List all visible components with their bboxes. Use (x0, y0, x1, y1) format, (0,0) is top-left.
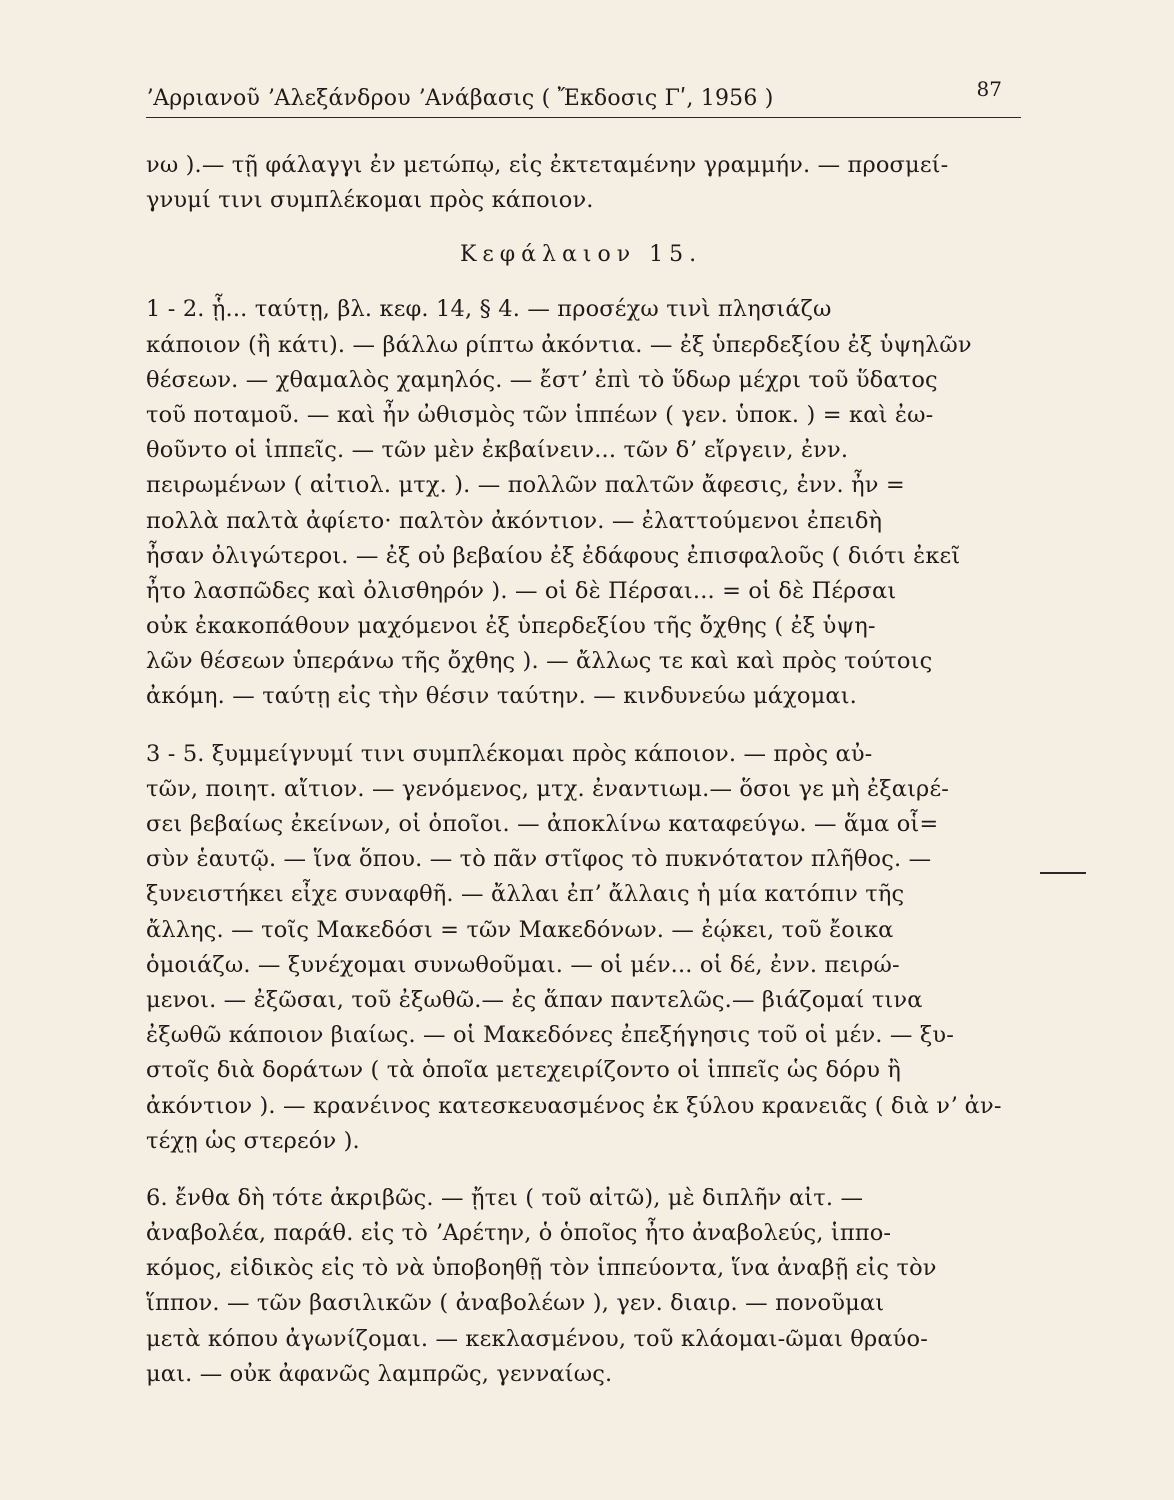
commentary-text (146, 148, 1016, 1392)
text-line: τέχῃ ὡς στερεόν ). (146, 1127, 360, 1154)
text-line: μετὰ κόπου ἀγωνίζομαι. — κεκλασμένου, τοῦ κλάομαι-ῶμαι θραύο- (146, 1325, 928, 1352)
text-line: ὁμοιάζω. — ξυνέχομαι συνωθοῦμαι. — οἱ μέν... οἱ δέ, ἐνν. πειρώ- (146, 951, 900, 978)
section-6 (146, 1181, 1016, 1392)
text-line: ἀναβολέα, παράθ. εἰς τὸ ʼΑρέτην, ὁ ὁποῖος ἦτο ἀναβολεύς, ἱππο- (146, 1220, 892, 1247)
text-line: στοῖς διὰ δοράτων ( τὰ ὁποῖα μετεχειρίζοντο οἱ ἱππεῖς ὡς δόρυ ἢ (146, 1057, 901, 1084)
text-line: μενοι. — ἐξῶσαι, τοῦ ἐξωθῶ.— ἐς ἅπαν παντελῶς.— βιάζομαί τινα (146, 986, 923, 1013)
text-line: 6. ἔνθα δὴ τότε ἀκριβῶς. — ᾔτει ( τοῦ αἰτῶ), μὲ διπλῆν αἰτ. — (146, 1184, 864, 1211)
header-title: ʼΑρριανοῦ ʼΑλεξάνδρου ʼΑνάβασις ( Ἔκδοσις Γʹ, 1956 ) (146, 86, 774, 111)
text-line: θέσεων. — χθαμαλὸς χαμηλός. — ἔστʼ ἐπὶ τὸ ὕδωρ μέχρι τοῦ ὕδατος (146, 366, 938, 393)
text-line: ἐξωθῶ κάποιον βιαίως. — οἱ Μακεδόνες ἐπεξήγησις τοῦ οἱ μέν. — ξυ- (146, 1022, 954, 1049)
section-3-5 (146, 737, 1016, 1159)
text-line: μαι. — οὐκ ἀφανῶς λαμπρῶς, γενναίως. (146, 1360, 613, 1387)
text-line: σει βεβαίως ἐκείνων, οἱ ὁποῖοι. — ἀποκλίνω καταφεύγω. — ἅμα οἷ= (146, 811, 939, 837)
text-line: 3 - 5. ξυμμείγνυμί τινι συμπλέκομαι πρὸς κάποιον. — πρὸς αὐ- (146, 740, 873, 767)
text-line: σὺν ἑαυτῷ. — ἵνα ὅπου. — τὸ πᾶν στῖφος τὸ πυκνότατον πλῆθος. — (146, 846, 932, 873)
text-line: θοῦντο οἱ ἱππεῖς. — τῶν μὲν ἐκβαίνειν... τῶν δʼ εἴργειν, ἐνν. (146, 437, 849, 464)
text-line: 1 - 2. ᾗ... ταύτῃ, βλ. κεφ. 14, § 4. — προσέχω τινὶ πλησιάζω (146, 296, 832, 323)
intro-paragraph (146, 148, 1016, 218)
text-line: νω ).— τῇ φάλαγγι ἐν μετώπῳ, εἰς ἐκτεταμένην γραμμήν. — προσμεί- (146, 152, 949, 178)
text-line: ἀκόμη. — ταύτῃ εἰς τὴν θέσιν ταύτην. — κινδυνεύω μάχομαι. (146, 683, 857, 710)
page-number: 87 (976, 77, 1002, 101)
text-line: τῶν, ποιητ. αἴτιον. — γενόμενος, μτχ. ἐναντιωμ.— ὅσοι γε μὴ ἐξαιρέ- (146, 775, 949, 802)
text-line: οὐκ ἐκακοπάθουν μαχόμενοι ἐξ ὑπερδεξίου τῆς ὄχθης ( ἐξ ὑψη- (146, 613, 876, 640)
text-line: πολλὰ παλτὰ ἀφίετο· παλτὸν ἀκόντιον. — ἐλαττούμενοι ἐπειδὴ (146, 507, 883, 534)
chapter-heading: Κεφάλαιον 15. (459, 242, 703, 268)
margin-dash-mark (1040, 872, 1086, 874)
text-line: κόμος, εἰδικὸς εἰς τὸ νὰ ὑποβοηθῇ τὸν ἱππεύοντα, ἵνα ἀναβῇ εἰς τὸν (146, 1255, 937, 1282)
text-line: λῶν θέσεων ὑπεράνω τῆς ὄχθης ). — ἄλλως τε καὶ καὶ πρὸς τούτοις (146, 648, 933, 675)
text-line: κάποιον (ἢ κάτι). — βάλλω ρίπτω ἀκόντια. — ἐξ ὑπερδεξίου ἐξ ὑψηλῶν (146, 331, 972, 358)
header-rule (146, 117, 1021, 118)
text-line: γνυμί τινι συμπλέκομαι πρὸς κάποιον. (146, 187, 594, 214)
text-line: ἦτο λασπῶδες καὶ ὀλισθηρόν ). — οἱ δὲ Πέρσαι... = οἱ δὲ Πέρσαι (146, 577, 897, 604)
text-line: ξυνειστήκει εἶχε συναφθῆ. — ἄλλαι ἐπʼ ἄλλαις ἡ μία κατόπιν τῆς (146, 881, 905, 908)
text-line: ἵππον. — τῶν βασιλικῶν ( ἀναβολέων ), γεν. διαιρ. — πονοῦμαι (146, 1290, 885, 1317)
text-line: ἦσαν ὀλιγώτεροι. — ἐξ οὐ βεβαίου ἐξ ἐδάφους ἐπισφαλοῦς ( διότι ἐκεῖ (146, 542, 961, 569)
text-line: πειρωμένων ( αἰτιολ. μτχ. ). — πολλῶν παλτῶν ἄφεσις, ἐνν. ἦν = (146, 472, 905, 499)
text-line: τοῦ ποταμοῦ. — καὶ ἦν ὠθισμὸς τῶν ἱππέων ( γεν. ὑποκ. ) = καὶ ἐω- (146, 401, 934, 428)
text-line: ἀκόντιον ). — κρανέινος κατεσκευασμένος ἐκ ξύλου κρανειᾶς ( διὰ νʼ ἀν- (146, 1092, 1002, 1119)
section-1-2 (146, 292, 1016, 714)
text-line: ἄλλης. — τοῖς Μακεδόσι = τῶν Μακεδόνων. — ἐῴκει, τοῦ ἔοικα (146, 916, 894, 943)
